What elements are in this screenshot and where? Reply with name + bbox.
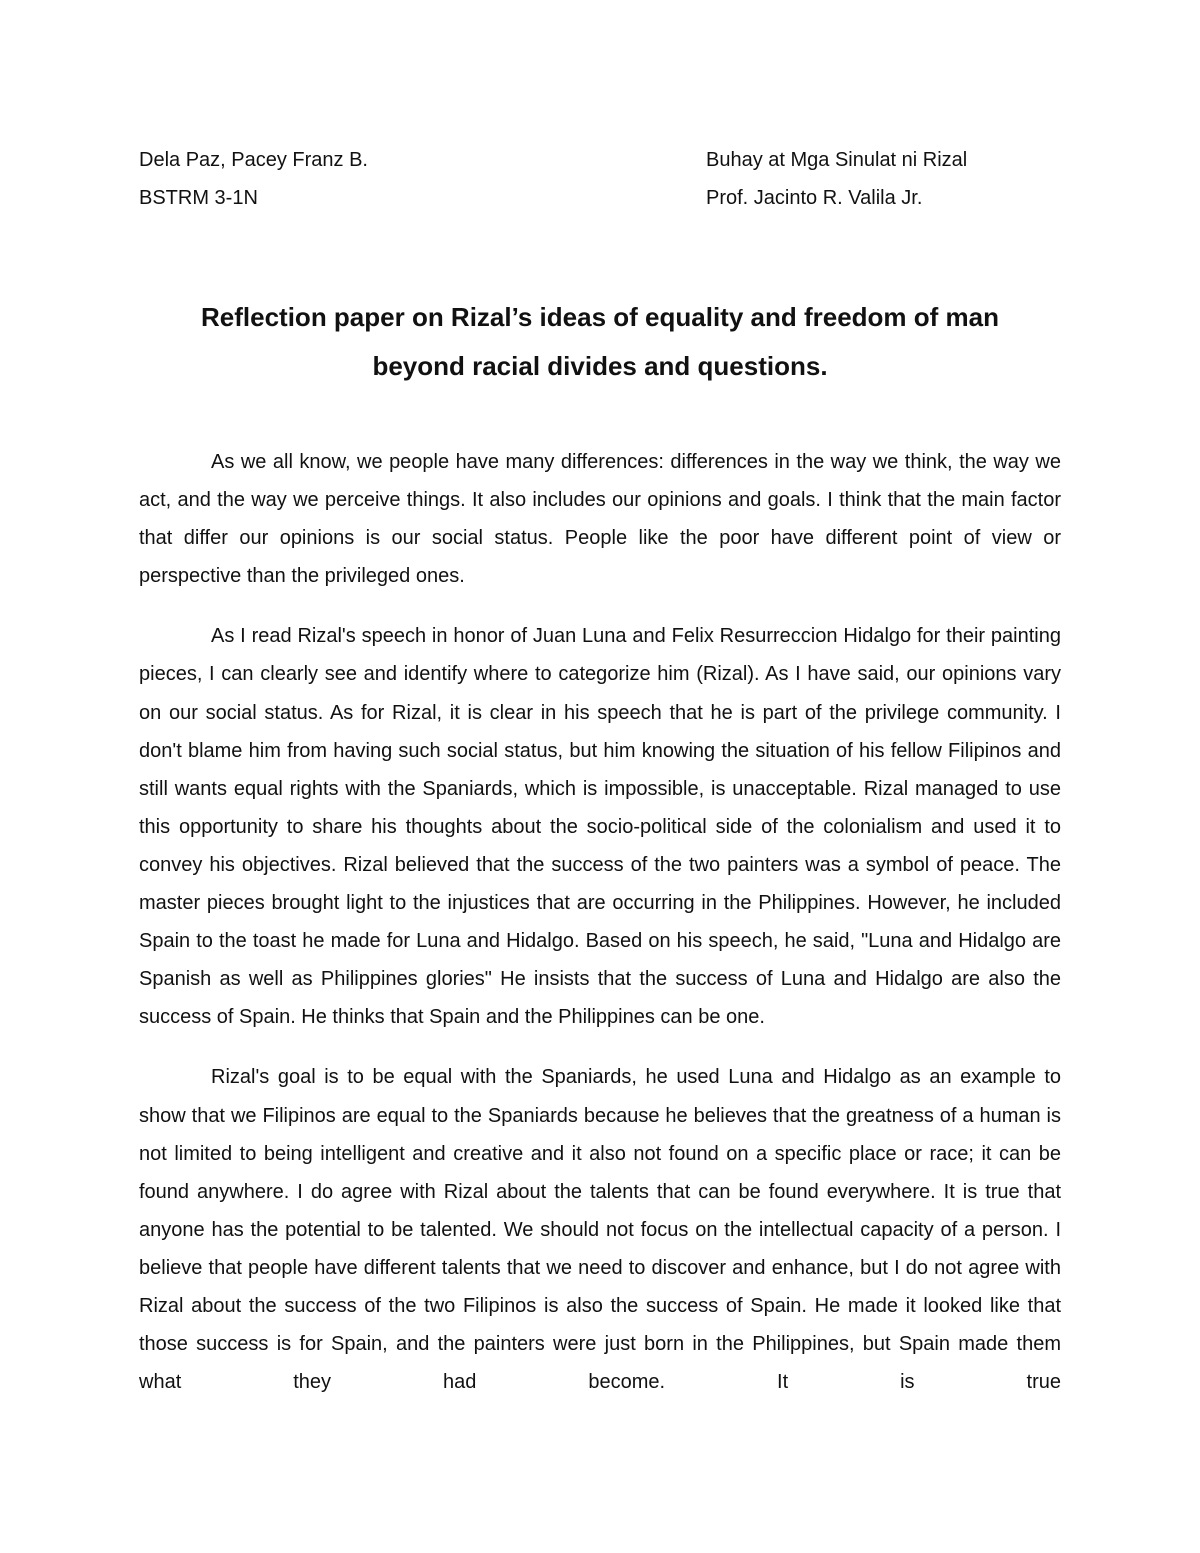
title-line-2: beyond racial divides and questions. <box>372 351 828 381</box>
section-label: BSTRM 3-1N <box>139 187 258 209</box>
header-right-block <box>706 141 967 217</box>
title-line-1: Reflection paper on Rizal’s ideas of equality and freedom of man <box>201 302 999 332</box>
professor-name: Prof. Jacinto R. Valila Jr. <box>706 187 923 209</box>
paragraph: As we all know, we people have many differences: differences in the way we think, the way we act, and the way we perceive things. It also includes our opinions and goals. I think that the main factor that differ our opinions is our social status. People like the poor have different point of view or perspective than the privileged ones. <box>139 451 1061 588</box>
paper-title <box>110 293 1090 391</box>
author-name: Dela Paz, Pacey Franz B. <box>139 149 368 171</box>
body-text <box>139 443 1061 1423</box>
course-title: Buhay at Mga Sinulat ni Rizal <box>706 149 968 171</box>
paragraph: Rizal's goal is to be equal with the Spaniards, he used Luna and Hidalgo as an example to show that we Filipinos are equal to the Spaniards because he believes that the greatness of a human is not limited to being intelligent and creative and it also not found on a specific place or race; it can be found anywhere. I do agree with Rizal about the talents that can be found everywhere. It is true that anyone has the potential to be talented. We should not focus on the intellectual capacity of a person. I believe that people have different talents that we need to discover and enhance, but I do not agree with Rizal about the success of the two Filipinos is also the success of Spain. He made it looked like that those success is for Spain, and the painters were just born in the Philippines, but Spain made them what they had become. It is true <box>139 1066 1061 1394</box>
header-left-block <box>139 141 368 217</box>
paragraph: As I read Rizal's speech in honor of Juan Luna and Felix Resurreccion Hidalgo for their painting pieces, I can clearly see and identify where to categorize him (Rizal). As I have said, our opinions vary on our social status. As for Rizal, it is clear in his speech that he is part of the privilege community. I don't blame him from having such social status, but him knowing the situation of his fellow Filipinos and still wants equal rights with the Spaniards, which is impossible, is unacceptable. Rizal managed to use this opportunity to share his thoughts about the socio-political side of the colonialism and used it to convey his objectives. Rizal believed that the success of the two painters was a symbol of peace. The master pieces brought light to the injustices that are occurring in the Philippines. However, he included Spain to the toast he made for Luna and Hidalgo. Based on his speech, he said, "Luna and Hidalgo are Spanish as well as Philippines glories" He insists that the success of Luna and Hidalgo are also the success of Spain. He thinks that Spain and the Philippines can be one. <box>139 625 1061 1029</box>
